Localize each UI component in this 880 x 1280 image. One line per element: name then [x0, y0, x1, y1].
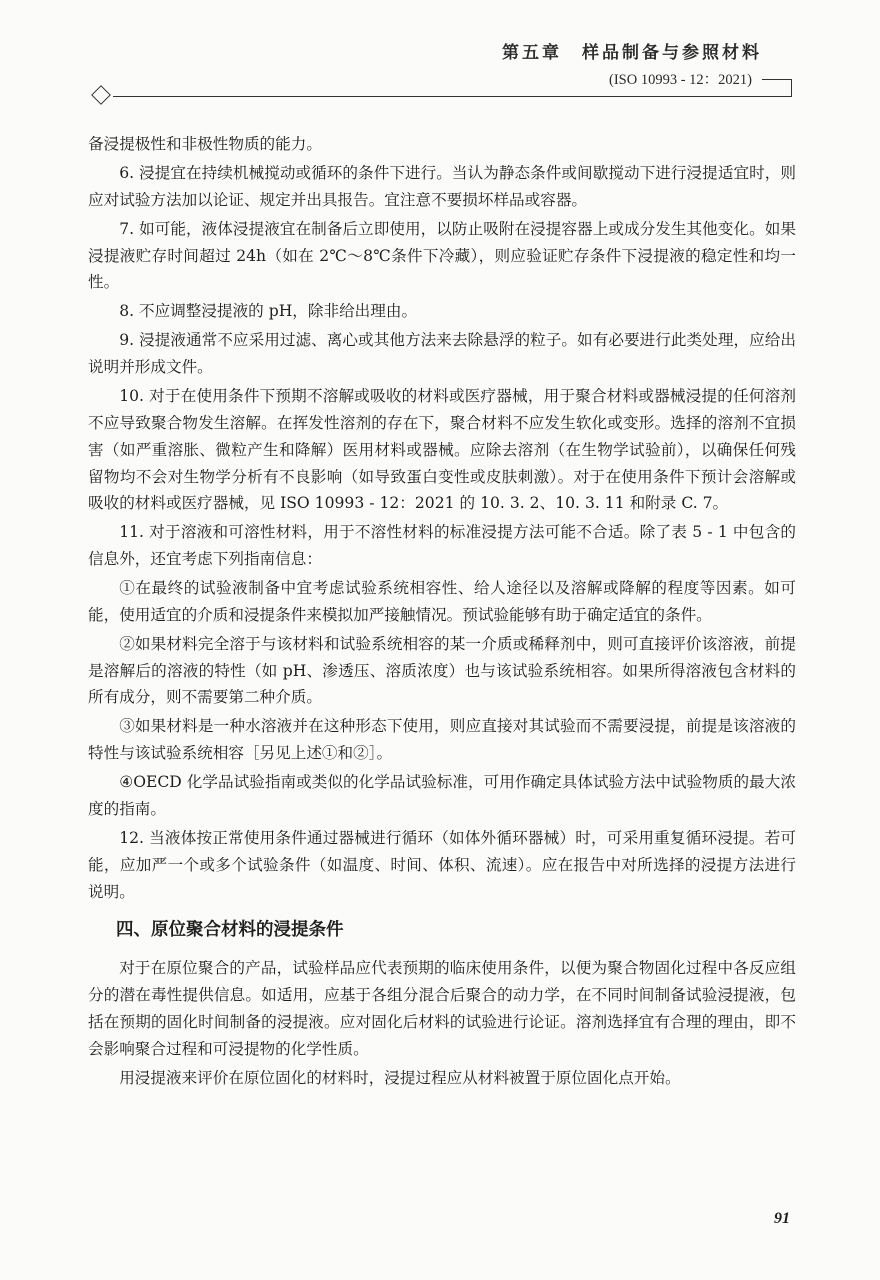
diamond-ornament-icon	[91, 85, 111, 105]
paragraph-subitem-3: ③如果材料是一种水溶液并在这种形态下使用，则应直接对其试验而不需要浸提，前提是该溶液的特性与该试验系统相容［另见上述①和②］。	[88, 717, 796, 763]
header-rule-tick	[791, 79, 792, 96]
paragraph-item-7: 7. 如可能，液体浸提液宜在制备后立即使用，以防止吸附在浸提容器上或成分发生其他变化。如果浸提液贮存时间超过 24h（如在 2℃～8℃条件下冷藏），则应验证贮存条件下浸提液的稳定性和均一性。	[88, 219, 796, 292]
running-header-standard: (ISO 10993 - 12：2021)	[609, 72, 752, 88]
section-heading: 四、原位聚合材料的浸提条件	[116, 920, 344, 941]
paragraph-item-11: 11. 对于溶液和可溶性材料，用于不溶性材料的标准浸提方法可能不合适。除了表 5 - 1 中包含的信息外，还宜考虑下列指南信息：	[88, 523, 796, 569]
paragraph-item-10: 10. 对于在使用条件下预期不溶解或吸收的材料或医疗器械，用于聚合材料或器械浸提的任何溶剂不应导致聚合物发生溶解。在挥发性溶剂的存在下，聚合材料不应发生软化或变形。选择的溶剂不宜损害（如严重溶胀、微粒产生和降解）医用材料或器械。应除去溶剂（在生物学试验前），以确保任何残留物均不会对生物学分析有不良影响（如导致蛋白变性或皮肤刺激）。对于在使用条件下预计会溶解或吸收的材料或医疗器械，见 ISO 10993 - 12：2021 的 10. 3. 2、10. 3. 11 和附录 C. 7。	[88, 387, 796, 513]
paragraph-subitem-4: ④OECD 化学品试验指南或类似的化学品试验标准，可用作确定具体试验方法中试验物质的最大浓度的指南。	[88, 773, 796, 818]
paragraph-subitem-1: ①在最终的试验液制备中宜考虑试验系统相容性、给人途径以及溶解或降解的程度等因素。如可能，使用适宜的介质和浸提条件来模拟加严接触情况。预试验能够有助于确定适宜的条件。	[88, 579, 796, 624]
section-paragraph-2: 用浸提液来评价在原位固化的材料时，浸提过程应从材料被置于原位固化点开始。	[119, 1068, 681, 1087]
paragraph-item-6: 6. 浸提宜在持续机械搅动或循环的条件下进行。当认为静态条件或间歇搅动下进行浸提适宜时，则应对试验方法加以论证、规定并出具报告。宜注意不要损坏样品或容器。	[88, 163, 796, 209]
section-paragraph-1: 对于在原位聚合的产品，试验样品应代表预期的临床使用条件，以便为聚合物固化过程中各反应组分的潜在毒性提供信息。如适用，应基于各组分混合后聚合的动力学，在不同时间制备试验浸提液，包括在预期的固化时间制备的浸提液。应对固化后材料的试验进行论证。溶剂选择宜有合理的理由，即不会影响聚合过程和可浸提物的化学性质。	[88, 959, 796, 1058]
paragraph-continuation: 备浸提极性和非极性物质的能力。	[88, 135, 322, 153]
page-body	[88, 131, 796, 1094]
header-rule	[113, 96, 792, 97]
page-number: 91	[774, 1210, 790, 1227]
paragraph-item-12: 12. 当液体按正常使用条件通过器械进行循环（如体外循环器械）时，可采用重复循环浸提。若可能，应加严一个或多个试验条件（如温度、时间、体积、流速）。应在报告中对所选择的浸提方法进行说明。	[88, 828, 796, 901]
running-header-chapter: 第五章 样品制备与参照材料	[502, 43, 762, 63]
paragraph-item-9: 9. 浸提液通常不应采用过滤、离心或其他方法来去除悬浮的粒子。如有必要进行此类处理，应给出说明并形成文件。	[88, 331, 796, 377]
paragraph-subitem-2: ②如果材料完全溶于与该材料和试验系统相容的某一介质或稀释剂中，则可直接评价该溶液，前提是溶解后的溶液的特性（如 pH、渗透压、溶质浓度）也与该试验系统相容。如果所得溶液包含材料的所有成分，则不需要第二种介质。	[88, 634, 796, 707]
header-rule-short	[762, 79, 792, 80]
paragraph-item-8: 8. 不应调整浸提液的 pH，除非给出理由。	[119, 302, 418, 321]
